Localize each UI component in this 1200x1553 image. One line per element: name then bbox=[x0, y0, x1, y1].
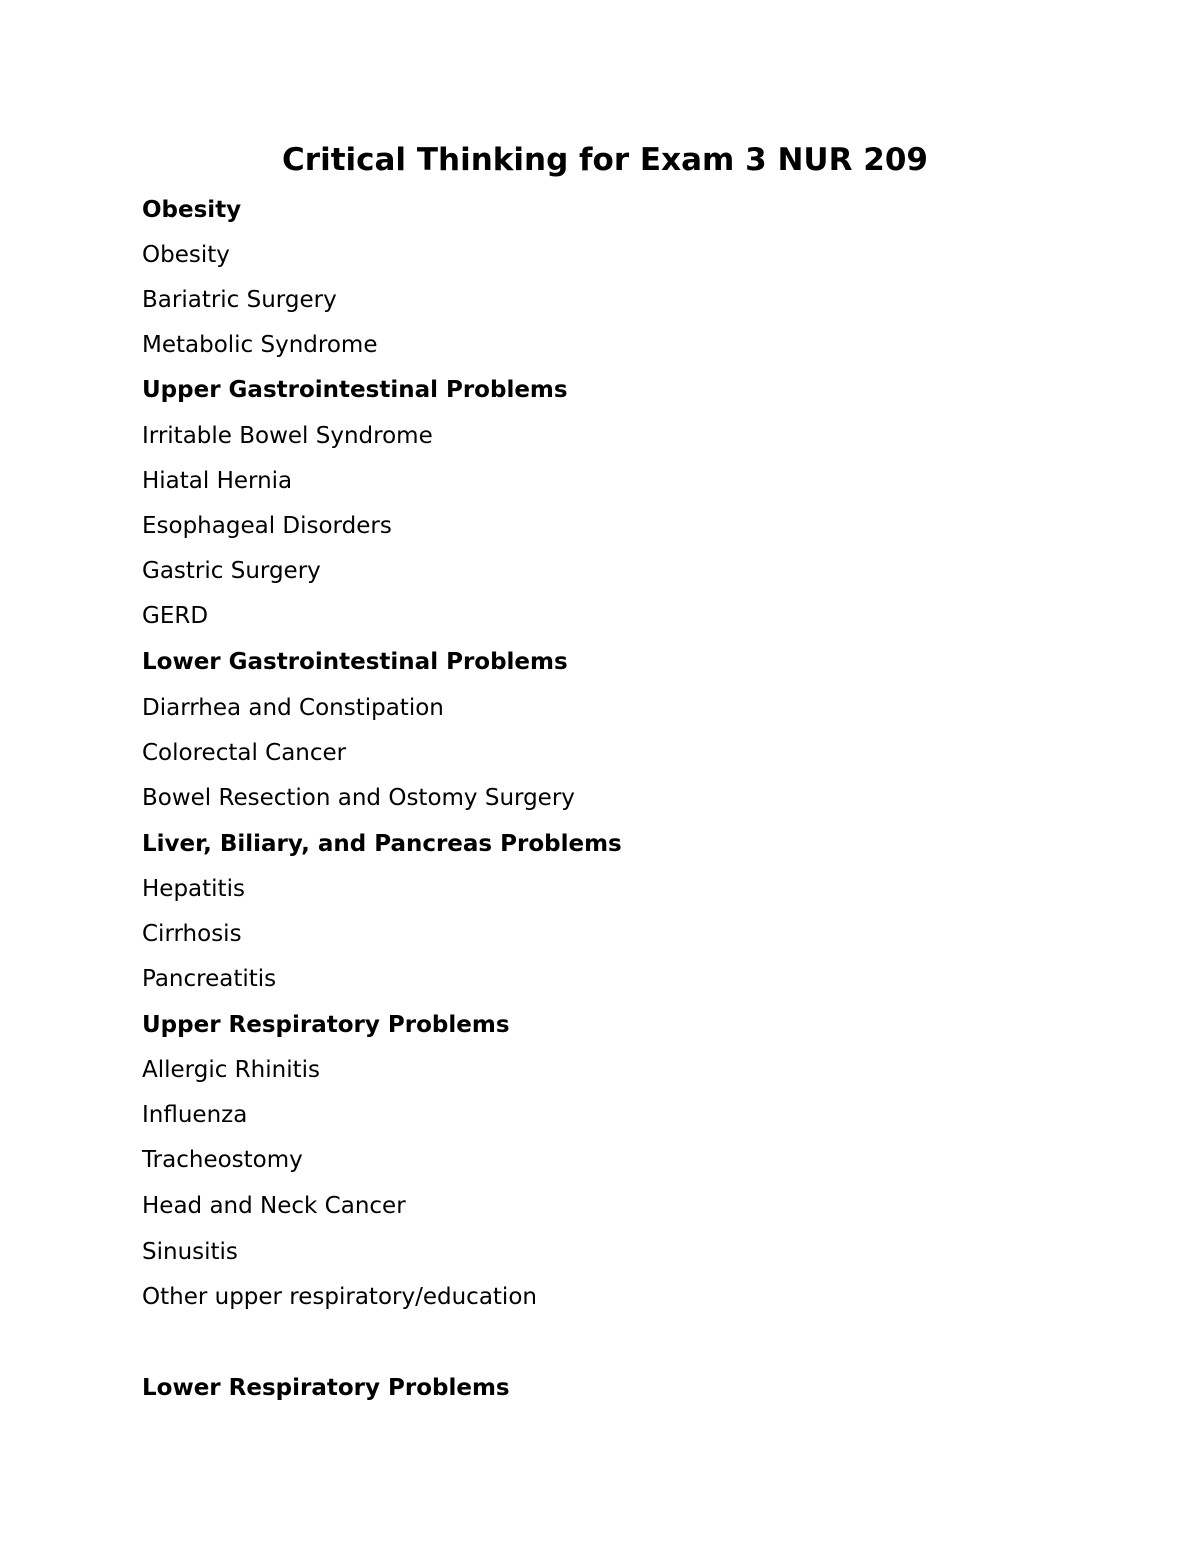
topic-item: Cirrhosis bbox=[142, 921, 242, 947]
topic-item: Bariatric Surgery bbox=[142, 287, 337, 313]
topic-item: Metabolic Syndrome bbox=[142, 332, 378, 358]
topic-item: Diarrhea and Constipation bbox=[142, 695, 444, 721]
section-heading: Liver, Biliary, and Pancreas Problems bbox=[142, 831, 622, 857]
topic-item: Head and Neck Cancer bbox=[142, 1193, 406, 1219]
topic-item: Bowel Resection and Ostomy Surgery bbox=[142, 785, 575, 811]
document-title: Critical Thinking for Exam 3 NUR 209 bbox=[282, 142, 928, 178]
topic-item: Pancreatitis bbox=[142, 966, 277, 992]
topic-item: Colorectal Cancer bbox=[142, 740, 347, 766]
topic-item: Tracheostomy bbox=[142, 1147, 303, 1173]
topic-item: Sinusitis bbox=[142, 1239, 238, 1265]
section-heading: Obesity bbox=[142, 197, 242, 223]
topic-item: Hepatitis bbox=[142, 876, 245, 902]
topic-item: GERD bbox=[142, 603, 209, 629]
section-heading: Upper Gastrointestinal Problems bbox=[142, 377, 568, 403]
topic-item: Obesity bbox=[142, 242, 230, 268]
topic-item: Influenza bbox=[142, 1102, 248, 1128]
topic-item: Esophageal Disorders bbox=[142, 513, 392, 539]
topic-item: Hiatal Hernia bbox=[142, 468, 293, 494]
topic-item: Gastric Surgery bbox=[142, 558, 321, 584]
section-heading: Upper Respiratory Problems bbox=[142, 1012, 510, 1038]
section-heading: Lower Gastrointestinal Problems bbox=[142, 649, 568, 675]
topic-item: Other upper respiratory/education bbox=[142, 1284, 537, 1310]
topic-item: Allergic Rhinitis bbox=[142, 1057, 320, 1083]
section-heading: Lower Respiratory Problems bbox=[142, 1375, 510, 1401]
topic-item: Irritable Bowel Syndrome bbox=[142, 423, 433, 449]
